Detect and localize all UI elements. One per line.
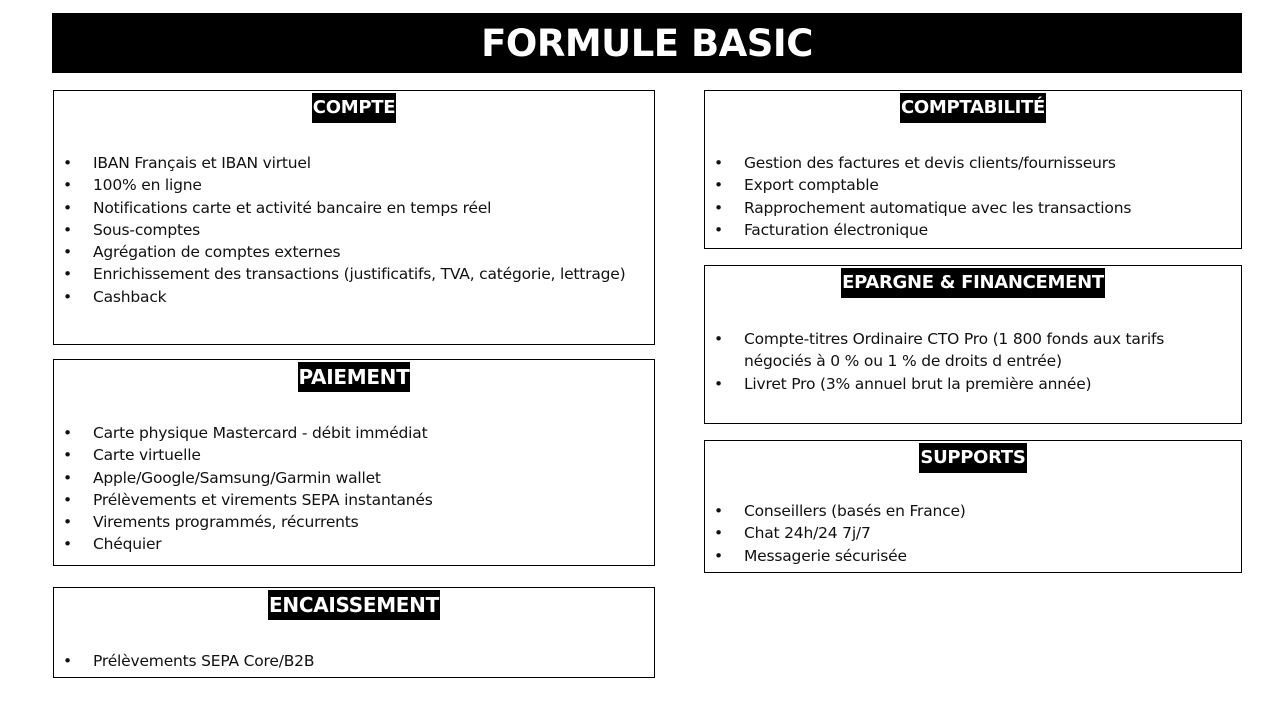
list-item-text: Carte physique Mastercard - débit immédiat [93,424,428,442]
list-item-text: Enrichissement des transactions (justificatifs, TVA, catégorie, lettrage) [93,265,626,284]
list-item: • Facturation électronique [714,220,928,239]
page-title: FORMULE BASIC [52,13,1242,73]
section-title: PAIEMENT [298,362,411,392]
list-item: • Agrégation de comptes externes [63,243,341,262]
list-item: • Messagerie sécurisée [714,546,907,565]
section-comptabilite [704,90,1242,249]
section-paiement [53,359,655,566]
list-item: • 100% en ligne [63,176,202,195]
feature-list [705,328,1231,395]
list-item: • Gestion des factures et devis clients/fournisseurs [714,154,1116,172]
section-title: ENCAISSEMENT [268,590,440,620]
list-item-text: Cashback [93,287,167,306]
list-item: • Chéquier [63,535,162,554]
section-title: COMPTE [312,93,396,123]
list-item: • IBAN Français et IBAN virtuel [63,154,311,172]
section-encaissement [53,587,655,678]
list-item-text: Livret Pro (3% annuel brut la première année) [744,374,1092,393]
list-item: • Apple/Google/Samsung/Garmin wallet [63,468,381,487]
list-item-text: Export comptable [744,176,879,195]
list-item: • Enrichissement des transactions (justificatifs, TVA, catégorie, lettrage) [63,265,626,284]
list-item: • Export comptable [714,176,879,195]
list-item-text: Agrégation de comptes externes [93,243,341,262]
list-item: • Livret Pro (3% annuel brut la première année) [714,374,1092,393]
list-item-text: Sous-comptes [93,220,201,239]
section-title: SUPPORTS [919,443,1026,473]
section-title: COMPTABILITÉ [900,93,1046,123]
list-item: • Prélèvements SEPA Core/B2B [63,652,315,670]
list-item: • Conseillers (basés en France) [714,502,966,520]
list-item-text: Virements programmés, récurrents [93,513,359,532]
list-item-text: Carte virtuelle [93,446,201,465]
feature-list [705,152,1231,241]
list-item-text: Notifications carte et activité bancaire en temps réel [93,198,492,217]
list-item: • Carte virtuelle [63,446,201,465]
list-item-text: Chéquier [93,535,162,554]
list-item: • Cashback [63,287,167,306]
feature-list [54,650,644,672]
list-item-text: Conseillers (basés en France) [744,502,966,520]
list-item: • Compte-titres Ordinaire CTO Pro (1 800 fonds aux tarifs négociés à 0 % ou 1 % de droits d entrée) [714,330,1165,371]
list-item-text: Prélèvements et virements SEPA instantanés [93,490,433,509]
list-item: • Chat 24h/24 7j/7 [714,524,871,543]
list-item-text: IBAN Français et IBAN virtuel [93,154,311,172]
list-item-text: Facturation électronique [744,220,928,239]
section-supports [704,440,1242,573]
feature-list [705,500,1231,567]
list-item-text: Messagerie sécurisée [744,546,907,565]
list-item: • Sous-comptes [63,220,201,239]
list-item-text: Apple/Google/Samsung/Garmin wallet [93,468,381,487]
list-item: • Virements programmés, récurrents [63,513,359,532]
list-item-text: Compte-titres Ordinaire CTO Pro (1 800 fonds aux tarifs négociés à 0 % ou 1 % de droits d entrée) [744,330,1165,371]
section-compte [53,90,655,345]
section-title: EPARGNE & FINANCEMENT [841,268,1105,298]
list-item: • Carte physique Mastercard - débit immédiat [63,424,428,442]
section-epargne-financement [704,265,1242,424]
list-item-text: 100% en ligne [93,176,202,195]
list-item: • Notifications carte et activité bancaire en temps réel [63,198,492,217]
list-item: • Rapprochement automatique avec les transactions [714,198,1132,217]
list-item: • Prélèvements et virements SEPA instantanés [63,490,433,509]
list-item-text: Gestion des factures et devis clients/fournisseurs [744,154,1116,172]
list-item-text: Rapprochement automatique avec les transactions [744,198,1132,217]
list-item-text: Prélèvements SEPA Core/B2B [93,652,315,670]
list-item-text: Chat 24h/24 7j/7 [744,524,871,543]
feature-list [54,422,644,556]
feature-list [54,152,644,308]
